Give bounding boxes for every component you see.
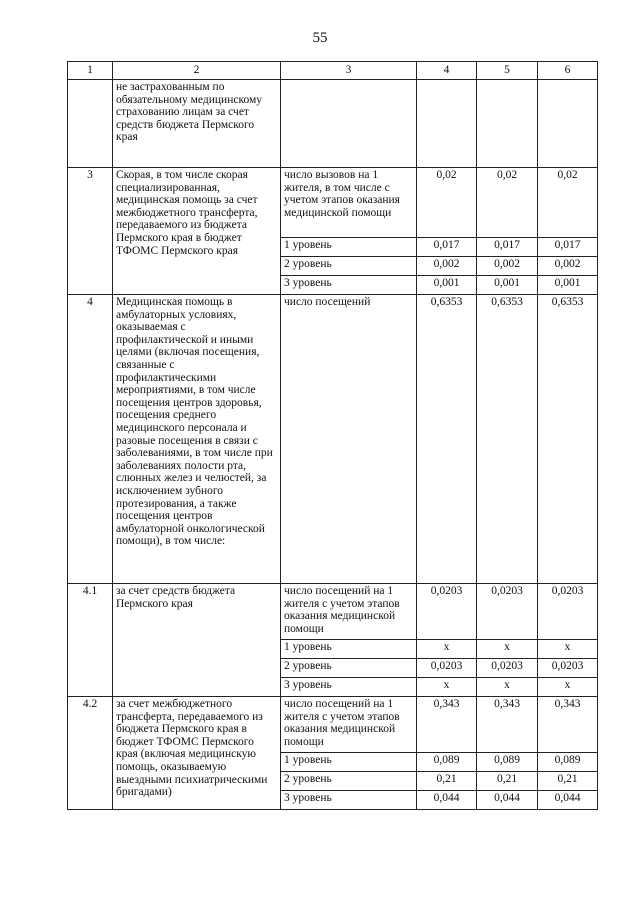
value-col4: 0,21 bbox=[417, 772, 477, 791]
value-col4: 0,002 bbox=[417, 257, 477, 276]
level-label: 1 уровень bbox=[281, 238, 417, 257]
value-col4: х bbox=[417, 678, 477, 697]
value-col4: 0,343 bbox=[417, 697, 477, 753]
value-col4: 0,0203 bbox=[417, 659, 477, 678]
header-cell: 2 bbox=[113, 62, 281, 80]
table-row bbox=[68, 697, 598, 753]
table-row bbox=[68, 80, 598, 168]
table-row bbox=[68, 295, 598, 584]
value-col5: 0,017 bbox=[477, 238, 538, 257]
value-col5: х bbox=[477, 678, 538, 697]
value-col6: 0,343 bbox=[538, 697, 598, 753]
level-label: 2 уровень bbox=[281, 257, 417, 276]
value-col5: 0,02 bbox=[477, 168, 538, 238]
value-col4: 0,044 bbox=[417, 791, 477, 810]
value-col6: 0,001 bbox=[538, 276, 598, 295]
level-label: 1 уровень bbox=[281, 640, 417, 659]
value-col6: 0,0203 bbox=[538, 659, 598, 678]
unit-cell: число посещений на 1 жителя с учетом этапов оказания медицинской помощи bbox=[281, 584, 417, 640]
value-col5: х bbox=[477, 640, 538, 659]
value-col4: 0,017 bbox=[417, 238, 477, 257]
value-col6: 0,21 bbox=[538, 772, 598, 791]
service-name: Скорая, в том числе скорая специализированная, медицинская помощь за счет межбюджетного трансферта, передаваемого из бюджета Пермского края в бюджет ТФОМС Пермского края bbox=[113, 168, 281, 295]
value-col5: 0,044 bbox=[477, 791, 538, 810]
page-number: 55 bbox=[312, 30, 328, 46]
level-label: 2 уровень bbox=[281, 659, 417, 678]
value-col5 bbox=[477, 80, 538, 168]
value-col5: 0,089 bbox=[477, 753, 538, 772]
header-cell: 3 bbox=[281, 62, 417, 80]
unit-cell: число посещений bbox=[281, 295, 417, 584]
value-col6: 0,089 bbox=[538, 753, 598, 772]
header-cell: 1 bbox=[68, 62, 113, 80]
value-col4: х bbox=[417, 640, 477, 659]
value-col6: х bbox=[538, 678, 598, 697]
service-name: за счет средств бюджета Пермского края bbox=[113, 584, 281, 697]
value-col6: 0,6353 bbox=[538, 295, 598, 584]
unit-cell: число вызовов на 1 жителя, в том числе с учетом этапов оказания медицинской помощи bbox=[281, 168, 417, 238]
unit-cell: число посещений на 1 жителя с учетом этапов оказания медицинской помощи bbox=[281, 697, 417, 753]
data-table bbox=[67, 61, 598, 810]
value-col6: 0,044 bbox=[538, 791, 598, 810]
value-col5: 0,002 bbox=[477, 257, 538, 276]
value-col4 bbox=[417, 80, 477, 168]
service-name: не застрахованным по обязательному медицинскому страхованию лицам за счет средств бюджета Пермского края bbox=[113, 80, 281, 168]
service-name: Медицинская помощь в амбулаторных условиях, оказываемая с профилактической и иными целями (включая посещения, связанные с профилактическими мероприятиями, в том числе посещения центров здоровья, посещения среднего медицинского персонала и разовые посещения в связи с заболеваниями, в том числе при заболеваниях полости рта, слюнных желез и челюстей, за исключением зубного протезирования, а также посещения центров амбулаторной онкологической помощи), в том числе: bbox=[113, 295, 281, 584]
header-cell: 6 bbox=[538, 62, 598, 80]
service-name: за счет межбюджетного трансферта, передаваемого из бюджета Пермского края в бюджет ТФОМС Пермского края (включая медицинскую помощь, оказываемую выездными психиатрическими бригадами) bbox=[113, 697, 281, 810]
table-header-row bbox=[68, 62, 598, 80]
value-col6 bbox=[538, 80, 598, 168]
value-col6: 0,0203 bbox=[538, 584, 598, 640]
value-col6: 0,017 bbox=[538, 238, 598, 257]
value-col5: 0,0203 bbox=[477, 659, 538, 678]
level-label: 3 уровень bbox=[281, 678, 417, 697]
value-col5: 0,343 bbox=[477, 697, 538, 753]
value-col6: 0,02 bbox=[538, 168, 598, 238]
row-number bbox=[68, 80, 113, 168]
level-label: 1 уровень bbox=[281, 753, 417, 772]
row-number: 4.2 bbox=[68, 697, 113, 810]
value-col5: 0,6353 bbox=[477, 295, 538, 584]
value-col5: 0,0203 bbox=[477, 584, 538, 640]
value-col4: 0,02 bbox=[417, 168, 477, 238]
level-label: 3 уровень bbox=[281, 276, 417, 295]
row-number: 4 bbox=[68, 295, 113, 584]
level-label: 2 уровень bbox=[281, 772, 417, 791]
value-col4: 0,089 bbox=[417, 753, 477, 772]
level-label: 3 уровень bbox=[281, 791, 417, 810]
row-number: 4.1 bbox=[68, 584, 113, 697]
table-row bbox=[68, 584, 598, 640]
unit-cell bbox=[281, 80, 417, 168]
value-col6: 0,002 bbox=[538, 257, 598, 276]
value-col4: 0,6353 bbox=[417, 295, 477, 584]
value-col4: 0,001 bbox=[417, 276, 477, 295]
value-col5: 0,21 bbox=[477, 772, 538, 791]
table-row bbox=[68, 168, 598, 238]
value-col5: 0,001 bbox=[477, 276, 538, 295]
row-number: 3 bbox=[68, 168, 113, 295]
value-col6: х bbox=[538, 640, 598, 659]
value-col4: 0,0203 bbox=[417, 584, 477, 640]
header-cell: 5 bbox=[477, 62, 538, 80]
header-cell: 4 bbox=[417, 62, 477, 80]
